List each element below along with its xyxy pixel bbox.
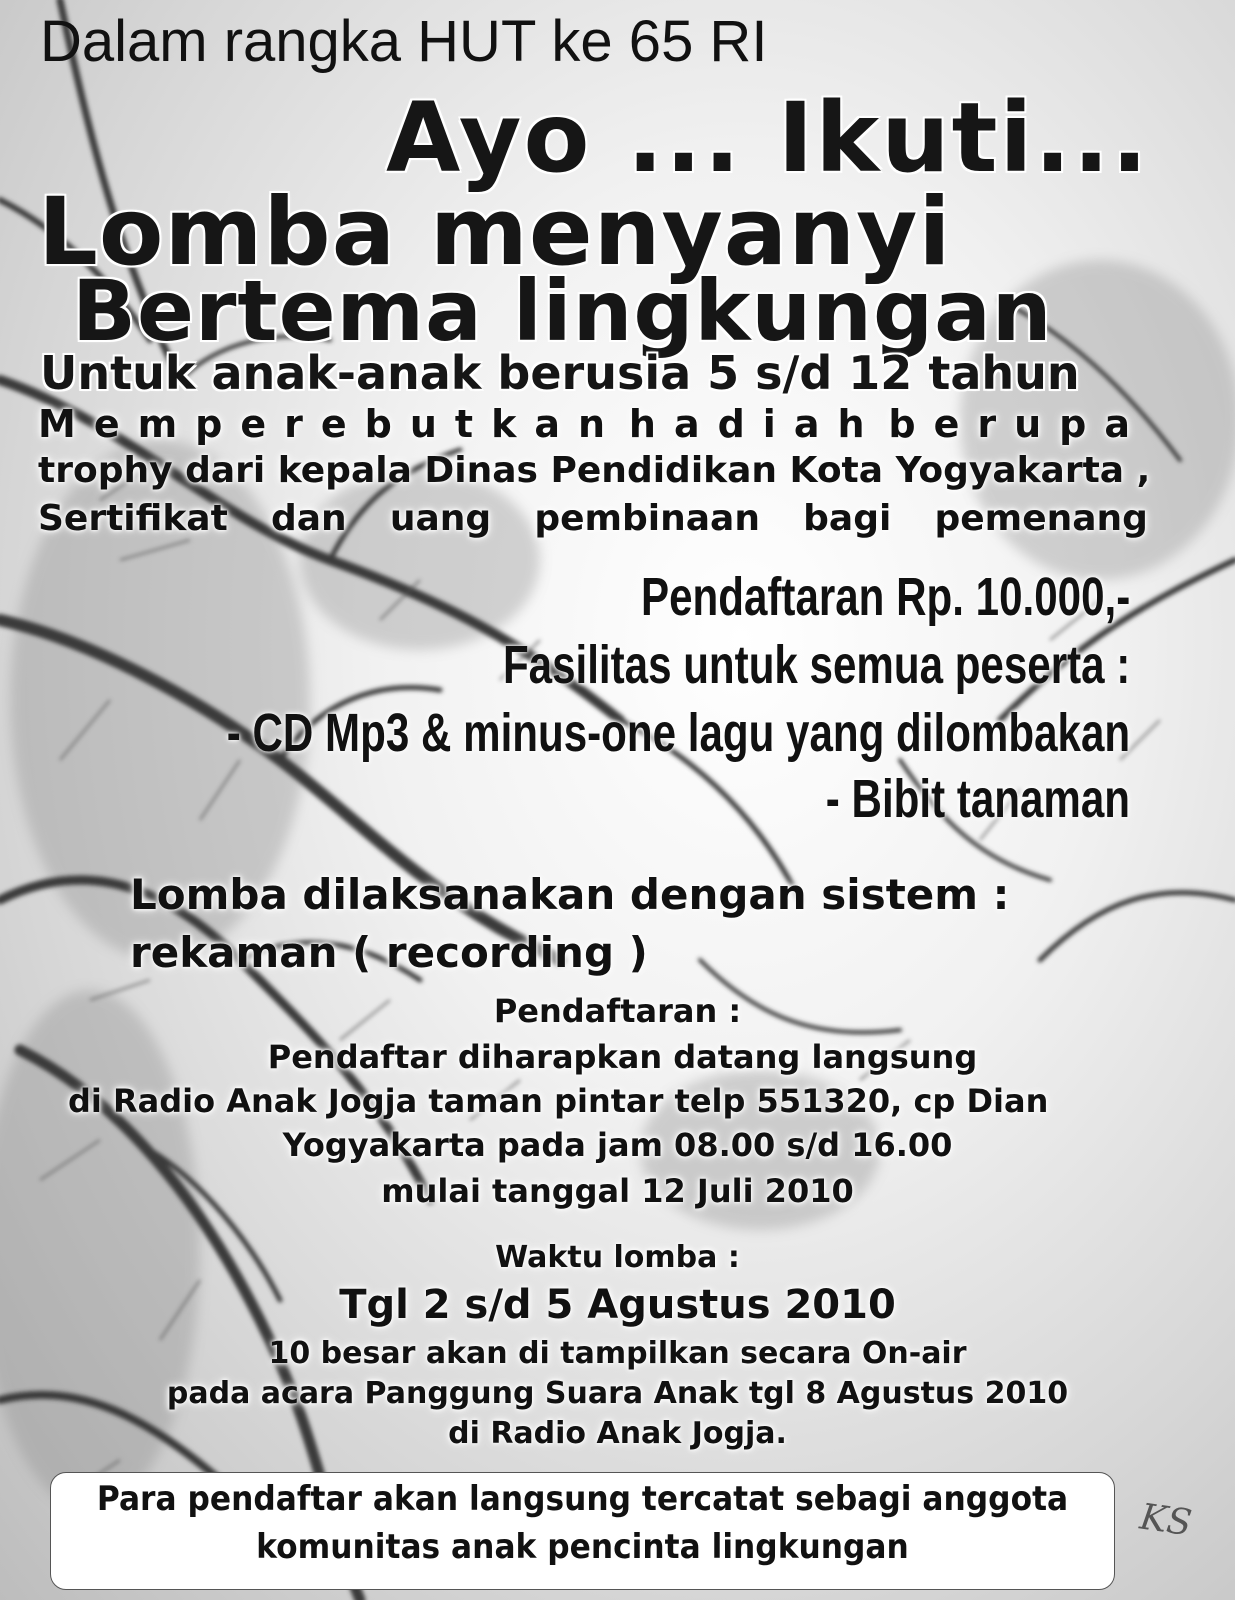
registration-start-date: mulai tanggal 12 Juli 2010 [381, 1172, 854, 1210]
prizes-trophy: trophy dari kepala Dinas Pendidikan Kota Yogyakarta , [38, 450, 1151, 491]
age-requirement: Untuk anak-anak berusia 5 s/d 12 tahun [40, 346, 1080, 400]
artist-signature: KS [1137, 1496, 1195, 1545]
system-value: rekaman ( recording ) [130, 928, 648, 977]
invitation-heading: Ayo ... Ikuti... [386, 82, 1150, 194]
facility-item: - Bibit tanaman [825, 769, 1130, 829]
prizes-word: pemenang [934, 498, 1148, 539]
prizes-word: uang [389, 498, 492, 539]
membership-note-line: komunitas anak pencinta lingkungan [256, 1527, 909, 1567]
registration-location: di Radio Anak Jogja taman pintar telp 551320, cp Dian [68, 1082, 1049, 1120]
prizes-intro [38, 402, 1148, 446]
prizes-certificate [38, 498, 1148, 539]
prizes-word: Memperebutkan [38, 402, 624, 446]
membership-note-line: Para pendaftar akan langsung tercatat sebagi anggota [96, 1479, 1069, 1519]
prizes-word: dan [270, 498, 347, 539]
schedule-date: Tgl 2 s/d 5 Agustus 2010 [339, 1282, 896, 1328]
registration-line: Pendaftar diharapkan datang langsung [267, 1038, 978, 1076]
competition-theme: Bertema lingkungan [72, 262, 1053, 360]
schedule-title: Waktu lomba : [495, 1240, 740, 1275]
registration-fee: Pendaftaran Rp. 10.000,- [640, 567, 1130, 627]
prizes-word: hadiah [628, 402, 883, 446]
schedule-line: pada acara Panggung Suara Anak tgl 8 Agustus 2010 [166, 1376, 1069, 1411]
competition-title: Lomba menyanyi [38, 178, 952, 287]
registration-title: Pendaftaran : [493, 992, 742, 1030]
membership-note-box [50, 1472, 1115, 1590]
prizes-word: berupa [888, 402, 1148, 446]
prizes-word: bagi [803, 498, 892, 539]
facility-item: - CD Mp3 & minus-one lagu yang dilombakan [226, 703, 1130, 763]
registration-hours: Yogyakarta pada jam 08.00 s/d 16.00 [282, 1126, 953, 1164]
system-title: Lomba dilaksanakan dengan sistem : [130, 870, 1010, 919]
prizes-word: Sertifikat [38, 498, 228, 539]
prizes-word: pembinaan [534, 498, 760, 539]
schedule-line: 10 besar akan di tampilkan secara On-air [268, 1336, 967, 1371]
schedule-line: di Radio Anak Jogja. [448, 1416, 787, 1451]
facilities-title: Fasilitas untuk semua peserta : [502, 635, 1130, 695]
event-occasion: Dalam rangka HUT ke 65 RI [40, 9, 768, 74]
